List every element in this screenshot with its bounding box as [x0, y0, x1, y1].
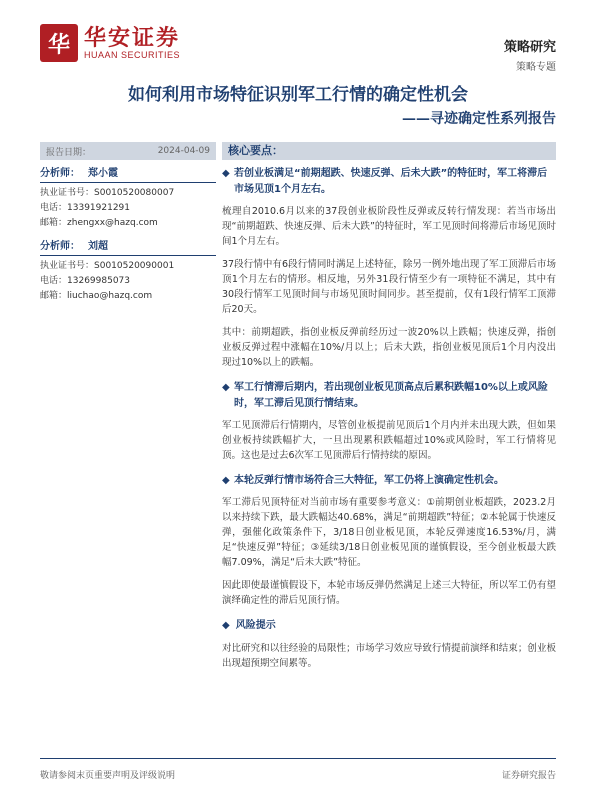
- diamond-bullet-icon: ◆: [222, 475, 230, 486]
- body-paragraph: 军工见顶滞后行情期内，尽管创业板提前见顶后1个月内并未出现大跌，但如果创业板持续跌幅扩大，一旦出现累积跌幅超过10%或风险时，军工行情将见顶。这也是过去6次军工见顶滞后行情持续的原因。: [222, 420, 556, 461]
- risk-heading-text: 风险提示: [235, 620, 276, 631]
- report-date-bar: [40, 142, 216, 160]
- logo-english-name: HUAAN SECURITIES: [84, 50, 181, 60]
- cert-number: S0010520090001: [94, 261, 175, 271]
- analyst-divider: [40, 255, 216, 256]
- analyst-divider: [40, 182, 216, 183]
- cert-label: 执业证书号：: [40, 188, 95, 198]
- footer-report-label: 证券研究报告: [501, 771, 556, 781]
- report-title: 如何利用市场特征识别军工行情的确定性机会: [128, 85, 468, 105]
- risk-paragraph: 对比研究和以往经验的局限性；市场学习效应导致行情提前演绎和结束；创业板出现超预期空间累等。: [222, 643, 556, 669]
- cert-number: S0010520080007: [94, 188, 175, 198]
- highlight-text: 军工行情滞后期内，若出现创业板见顶高点后累积跌幅10%以上或风险时，军工滞后见顶行情结束。: [234, 382, 548, 409]
- core-points-body: [222, 166, 556, 679]
- core-points-heading: 核心要点：: [222, 142, 556, 160]
- analyst-card: [40, 239, 216, 304]
- analyst-name: 刘超: [88, 241, 108, 252]
- phone-label: 电话：: [40, 203, 68, 213]
- analyst-card: [40, 166, 216, 231]
- diamond-bullet-icon: ◆: [222, 168, 230, 179]
- highlight-text: 本轮反弹行情市场符合三大特征，军工仍将上演确定性机会。: [234, 475, 504, 486]
- highlight-point: [222, 380, 556, 412]
- highlight-point: [222, 473, 556, 489]
- body-paragraph: 其中：前期超跌，指创业板反弹前经历过一波20%以上跌幅；快速反弹，指创业板反弹过程中涨幅在10%/月以上；后未大跌，指创业板见顶后1个月内没出现过10%以上的跌幅。: [222, 327, 556, 368]
- footer-divider: [40, 758, 556, 759]
- email-address[interactable]: zhengxx@hazq.com: [67, 218, 158, 228]
- diamond-bullet-icon: ◆: [222, 382, 230, 393]
- risk-heading: [222, 618, 556, 633]
- report-subcategory: 策略专题: [516, 62, 556, 73]
- report-subtitle: ——寻迹确定性系列报告: [402, 111, 556, 127]
- phone-number: 13391921291: [67, 203, 131, 213]
- report-date-value: 2024-04-09: [157, 146, 210, 156]
- logo-chinese-name: 华安证券: [84, 25, 181, 51]
- body-paragraph: 37段行情中有6段行情同时满足上述特征，除另一例外地出现了军工顶滞后市场顶1个月左右的情形。相反地，另外31段行情至少有一项特征不满足，其中有30段行情军工见顶时间与市场见顶时间同步。甚至提前，仅有1段行情军工顶滞后20天。: [222, 259, 556, 315]
- highlight-text: 若创业板满足“前期超跌、快速反弹、后未大跌”的特征时，军工将滞后市场见顶1个月左右。: [234, 168, 548, 195]
- footer-disclaimer: 敬请参阅末页重要声明及评级说明: [40, 771, 176, 781]
- company-logo: [40, 24, 180, 62]
- report-category: 策略研究: [503, 40, 556, 55]
- phone-number: 13269985073: [67, 276, 131, 286]
- report-type: [504, 36, 556, 73]
- logo-mark: 华: [40, 24, 78, 62]
- report-date-label: 报告日期：: [46, 147, 92, 158]
- phone-label: 电话：: [40, 276, 68, 286]
- cert-label: 执业证书号：: [40, 261, 95, 271]
- email-label: 邮箱：: [40, 291, 68, 301]
- analyst-role: 分析师：: [40, 241, 80, 252]
- analyst-name: 郑小霞: [88, 168, 118, 179]
- email-address[interactable]: liuchao@hazq.com: [67, 291, 153, 301]
- body-paragraph: 因此即使最谨慎假设下，本轮市场反弹仍然满足上述三大特征，所以军工仍有望演绎确定性的滞后见顶行情。: [222, 580, 556, 606]
- body-paragraph: 军工滞后见顶特征对当前市场有重要参考意义：①前期创业板超跌，2023.2月以来持续下跌，最大跌幅达40.68%，满足“前期超跌”特征；②本轮属于快速反弹，强催化政策条件下，3/18日创业板见顶，本轮反弹速度16.53%/月，满足“快速反弹”特征；③延续3/18日创业板见顶的谨慎假设，至今创业板最大跌幅7.09%，满足“后未大跌”特征。: [222, 497, 556, 568]
- diamond-bullet-icon: ◆: [222, 620, 230, 631]
- body-paragraph: 梳理自2010.6月以来的37段创业板阶段性反弹或反转行情发现：若当市场出现“前期超跌、快速反弹、后未大跌”的特征时，军工见顶时间将滞后市场见顶时间1个月左右。: [222, 206, 556, 247]
- email-label: 邮箱：: [40, 218, 68, 228]
- analyst-role: 分析师：: [40, 168, 80, 179]
- analyst-panel: [40, 166, 216, 312]
- highlight-point: [222, 166, 556, 198]
